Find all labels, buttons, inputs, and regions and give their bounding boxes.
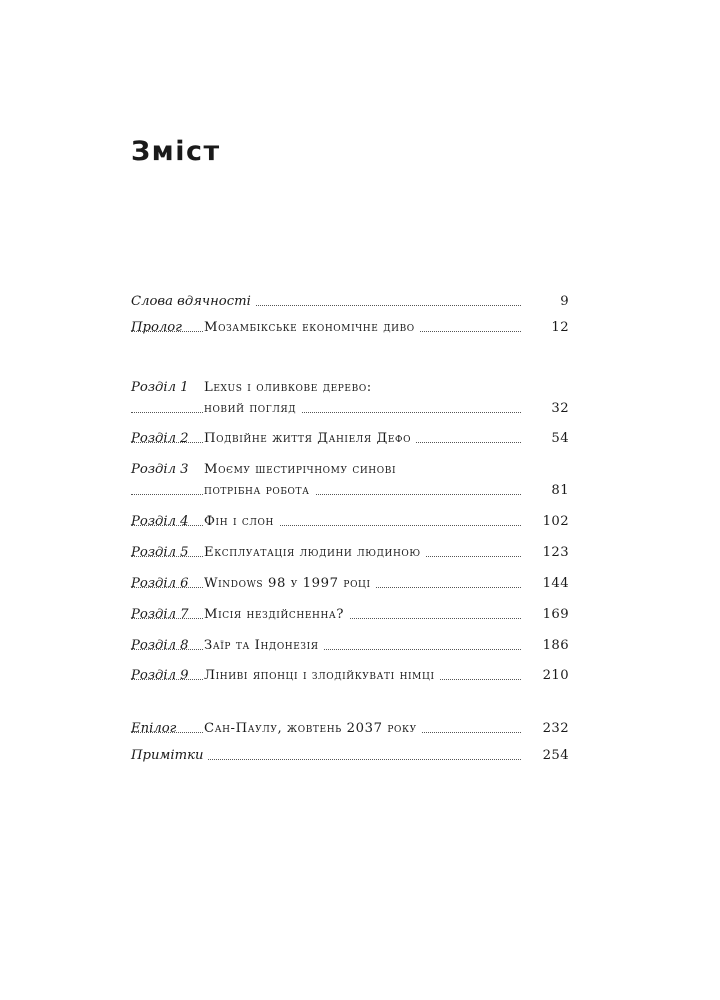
entry-label: Розділ 2 <box>131 431 189 446</box>
dot-leader <box>131 649 521 650</box>
entry-label: Розділ 9 <box>131 668 189 683</box>
toc-entry-acknowledgements[interactable] <box>131 292 569 312</box>
toc-entry-chapter-5[interactable] <box>131 543 569 563</box>
page-number: 232 <box>542 721 569 736</box>
entry-title: Lexus і оливкове дерево: <box>204 378 377 398</box>
toc-entry-chapter-8[interactable] <box>131 636 569 656</box>
page-number: 144 <box>542 576 569 591</box>
entry-title-continued: потрібна робота <box>204 481 315 501</box>
entry-title: Заїр та Індонезія <box>204 636 324 656</box>
entry-label: Пролог <box>131 320 182 335</box>
dot-leader <box>131 412 521 413</box>
toc-entry-chapter-6[interactable] <box>131 574 569 594</box>
page-number: 186 <box>542 638 569 653</box>
toc-entry-notes[interactable] <box>131 746 569 766</box>
page-title: Зміст <box>131 136 221 167</box>
entry-label: Розділ 1 <box>131 380 189 395</box>
toc-entry-chapter-2[interactable] <box>131 429 569 449</box>
entry-label: Розділ 3 <box>131 462 189 477</box>
dot-leader <box>131 525 521 526</box>
entry-title: Сан-Паулу, жовтень 2037 року <box>204 719 422 739</box>
entry-label: Примітки <box>131 746 208 766</box>
page-number: 210 <box>542 668 569 683</box>
page-number: 169 <box>542 607 569 622</box>
toc-entry-chapter-9[interactable] <box>131 666 569 686</box>
entry-label: Розділ 6 <box>131 576 189 591</box>
page-number: 12 <box>551 320 569 335</box>
toc-entry-chapter-3-line1[interactable] <box>131 460 569 480</box>
page-number: 32 <box>551 401 569 416</box>
entry-title: Моєму шестирічному синові <box>204 460 401 480</box>
entry-title: Windows 98 у 1997 році <box>204 574 376 594</box>
entry-title: Фін і слон <box>204 512 279 532</box>
entry-label: Епілог <box>131 721 177 736</box>
dot-leader <box>131 494 521 495</box>
toc-entry-chapter-1-line2[interactable] <box>131 399 569 419</box>
toc-entry-chapter-7[interactable] <box>131 605 569 625</box>
entry-label: Розділ 7 <box>131 607 189 622</box>
entry-title: Експлуатація людини людиною <box>204 543 426 563</box>
entry-title: Подвійне життя Даніеля Дефо <box>204 429 416 449</box>
page-number: 9 <box>560 294 569 309</box>
toc-entry-epilogue[interactable] <box>131 719 569 739</box>
toc-entry-prologue[interactable] <box>131 318 569 338</box>
page-number: 123 <box>542 545 569 560</box>
page-number: 54 <box>551 431 569 446</box>
entry-title-continued: новий погляд <box>204 399 301 419</box>
entry-title: Місія нездійсненна? <box>204 605 349 625</box>
toc-entry-chapter-3-line2[interactable] <box>131 481 569 501</box>
entry-title: Мозамбікське економічне диво <box>204 318 420 338</box>
page-number: 102 <box>542 514 569 529</box>
entry-label: Розділ 8 <box>131 638 189 653</box>
entry-title: Ліниві японці і злодійкуваті німці <box>204 666 440 686</box>
entry-label: Розділ 5 <box>131 545 189 560</box>
page-number: 81 <box>551 483 569 498</box>
toc-entry-chapter-1-line1[interactable] <box>131 378 569 398</box>
toc-entry-chapter-4[interactable] <box>131 512 569 532</box>
entry-label: Слова вдячності <box>131 292 256 312</box>
page-number: 254 <box>542 748 569 763</box>
entry-label: Розділ 4 <box>131 514 189 529</box>
